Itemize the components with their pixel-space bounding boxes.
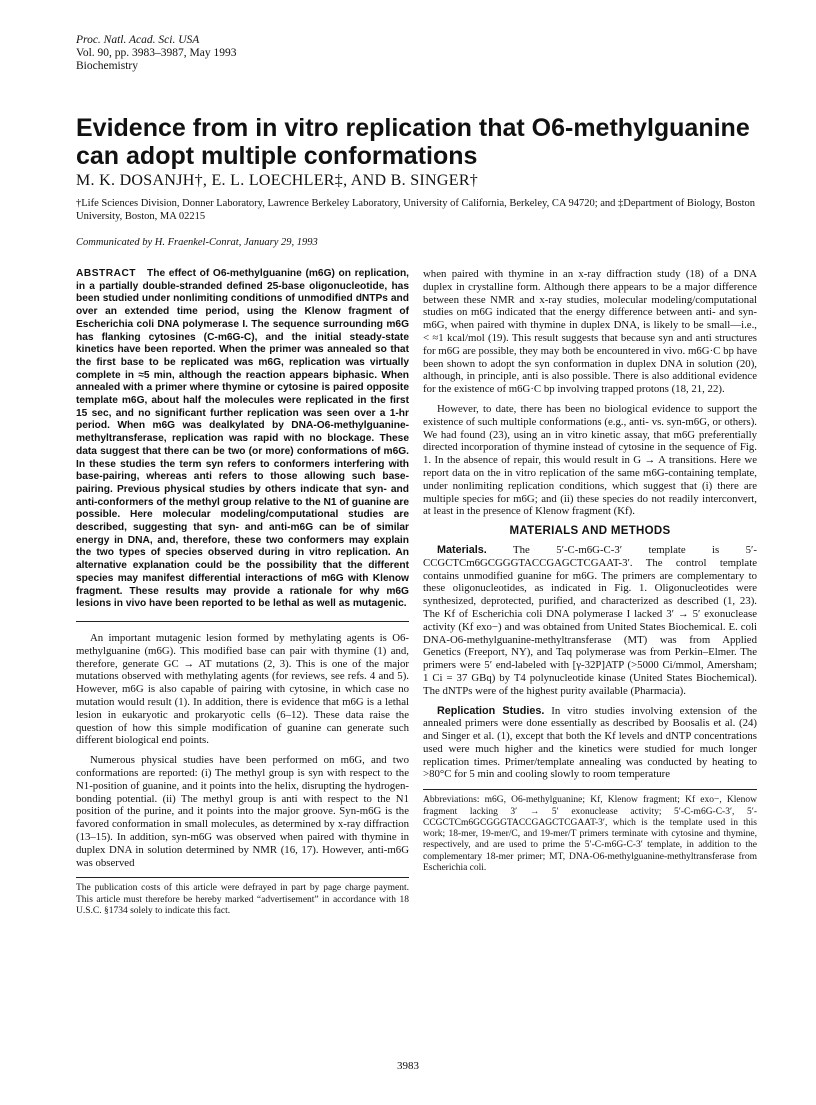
replication-text: In vitro studies involving extension of the annealed primers were done essentially as described by Boosalis et al. (24) and Singer et al. (1), except that both the Kf levels and dNTP concentrations used were much higher and the kinetics were studied for much longer replication times. Primer/template annealing was conducted by heating to >80°C for 5 min and cooling slowly to room temperature	[423, 704, 758, 781]
footnote-divider	[76, 877, 409, 878]
replication-paragraph	[423, 705, 757, 782]
journal-volume: Vol. 90, pp. 3983–3987, May 1993	[76, 47, 237, 59]
body-paragraph: An important mutagenic lesion formed by methylating agents is O6-methylguanine (m6G). This modified base can pair with thymine (1) and, therefore, generate GC → AT mutations (2, 3). This is one of the major mutations observed with methylating agents (for reviews, see refs. 4 and 5). However, m6G is also capable of pairing with cytosine, in which case no mutation would result (1). In addition, there is evidence that m6G is a lethal lesion in eukaryotic and prokaryotic cells (6–12). These data raise the question of how this simple modification of guanine can generate such different biological end points.	[76, 631, 409, 747]
footnote-divider	[423, 789, 757, 790]
body-paragraph: Numerous physical studies have been performed on m6G, and two conformations are reported: (i) The methyl group is syn with respect to the N1-position of guanine, and it points into the helix, disrupting the hydrogen-bonding potential. (ii) The methyl group is anti with respect to the N1 position of the purine, and it points into the major groove. Syn-m6G is the favored conformation in small molecules, as determined by x-ray diffraction (13–15). In addition, syn-m6G was observed when paired with thymine in duplex DNA in solution determined by NMR (16, 17). However, anti-m6G was observed	[76, 754, 409, 869]
communicated-by: Communicated by H. Fraenkel-Conrat, January 29, 1993	[76, 237, 318, 248]
abstract	[76, 268, 409, 611]
materials-label: Materials.	[437, 543, 487, 556]
affiliations: †Life Sciences Division, Donner Laboratory, Lawrence Berkeley Laboratory, University of California, Berkeley, CA 94720; and ‡Department of Biology, Boston University, Boston, MA 02215	[76, 198, 756, 222]
journal-name: Proc. Natl. Acad. Sci. USA	[76, 34, 200, 46]
replication-label: Replication Studies.	[437, 704, 545, 717]
right-column	[423, 268, 757, 874]
paper-title: Evidence from in vitro replication that O6-methylguanine can adopt multiple conformations	[76, 114, 750, 170]
journal-section: Biochemistry	[76, 60, 138, 72]
abbreviations-footnote: Abbreviations: m6G, O6-methylguanine; Kf, Klenow fragment; Kf exo−, Klenow fragment lacking 3′ → 5′ exonuclease activity; 5′-C-m6G-C-3′, 5′-CCGCTCm6GCGGGTACCGAGCTCGAAT-3′, which is the template used in this work; 18-mer, 19-mer/C, and 19-mer/T primers terminate with cytosine and thymine, respectively, and are used to prime the 5′-C-m6G-C-3′ template, in addition to the complementary 18-mer primer; MT, DNA-O6-methylguanine-methyltransferase from Escherichia coli.	[423, 795, 757, 874]
materials-paragraph	[423, 544, 757, 698]
abstract-label: ABSTRACT	[76, 268, 137, 279]
section-heading-methods: MATERIALS AND METHODS	[509, 525, 671, 538]
abstract-divider	[76, 621, 409, 622]
materials-text: The 5′-C-m6G-C-3′ template is 5′-CCGCTCm6GCGGGTACCGAGCTCGAAT-3′. The control template contains unmodified guanine for m6G. The primers are complementary to these oligonucleotides, as indicated in Fig. 1. Oligonucleotides were synthesized, deprotected, purified, and characterized as described (1, 23). The Kf of Escherichia coli DNA polymerase I lacked 3′ → 5′ exonuclease activity (Kf exo−) and was obtained from United States Biochemical. E. coli DNA-O6-methylguanine-methyltransferase (MT) was from Applied Genetics (Freeport, NY), and Taq polymerase was from Perkin–Elmer. The primers were 5′ end-labeled with [γ-32P]ATP (>5000 Ci/mmol, Amersham; 1 Ci = 37 GBq) by T4 polynucleotide kinase (United States Biochemical). The dNTPs were of the highest purity available (Pharmacia).	[423, 543, 757, 697]
left-column	[76, 268, 409, 917]
abstract-text: The effect of O6-methylguanine (m6G) on replication, in a partially double-stranded defined 25-base oligonucleotide, has been studied under nonlimiting conditions of unmodified dNTPs and over an extended time period, using the Klenow fragment of Escherichia coli DNA polymerase I. The sequence surrounding m6G has flanking cytosines (C-m6G-C), and the initial steady-state kinetics have been reported. When the primer was annealed so that the first base to be replicated was m6G, replication was virtually complete in ≈5 min, although the reaction appears biphasic. When annealed with a primer where thymine or cytosine is paired opposite template m6G, about half the molecules were replicated in the first 15 sec, and no significant further replication was seen over a 1-hr period. When m6G was dealkylated by DNA-O6-methylguanine-methyltransferase, replication was rapid with no blockage. These data suggest that there can be two (or more) conformations of m6G. In these studies the term syn refers to conformers interfering with base-pairing, whereas anti refers to those allowing such base-pairing. Previous physical studies by others indicate that syn- and anti-conformers of the methyl group relative to the N1 of guanine are possible. Here molecular modeling/computational studies are described, suggesting that syn- and anti-m6G can be of similar energy in DNA, and, therefore, these two conformers may explain the two types of species observed during in vitro replication. An alternative explanation could be the possibility that the different species may manifest differential interactions of m6G with Klenow fragment. These results may provide a rationale for why m6G lesions in vivo have been reported to be lethal as well as mutagenic.	[76, 268, 410, 610]
body-paragraph: However, to date, there has been no biological evidence to support the existence of such multiple conformations (e.g., anti- vs. syn-m6G, or others). We had found (23), using an in vitro kinetic assay, that m6G preferentially directed incorporation of thymine instead of cytosine in the sequence of Fig. 1. In the absence of repair, this would result in G → A transitions. Here we report data on the in vitro replication of the same m6G-containing template, under nonlimiting replication conditions, which suggest that (i) there are multiple species for m6G; and (ii) these species do not readily interconvert, at least in the presence of Klenow fragment (Kf).	[423, 402, 757, 518]
page-number: 3983	[397, 1060, 419, 1072]
journal-header	[76, 34, 236, 73]
publication-charge-note: The publication costs of this article were defrayed in part by page charge payment. This article must therefore be hereby marked “advertisement” in accordance with 18 U.S.C. §1734 solely to indicate this fact.	[76, 883, 409, 916]
body-paragraph: when paired with thymine in an x-ray diffraction study (18) of a DNA duplex in crystalline form. Although there appears to be a major difference between these NMR and x-ray studies, molecular modeling/computational studies on m6G indicated that the energy difference between anti- and syn-m6G, when paired with thymine in duplex DNA, is likely to be small—i.e., < ≈1 kcal/mol (19). This result suggests that because syn and anti structures for m6G are possible, they may both be encountered in vivo. m6G·C bp have been shown to adopt the syn conformation in duplex DNA in solution (20), although, in principle, anti is also possible. There is also additional evidence for the existence of m6G·C bp involving trapped protons (18, 21, 22).	[423, 268, 757, 396]
author-list: M. K. DOSANJH†, E. L. LOECHLER‡, AND B. SINGER†	[76, 172, 479, 189]
